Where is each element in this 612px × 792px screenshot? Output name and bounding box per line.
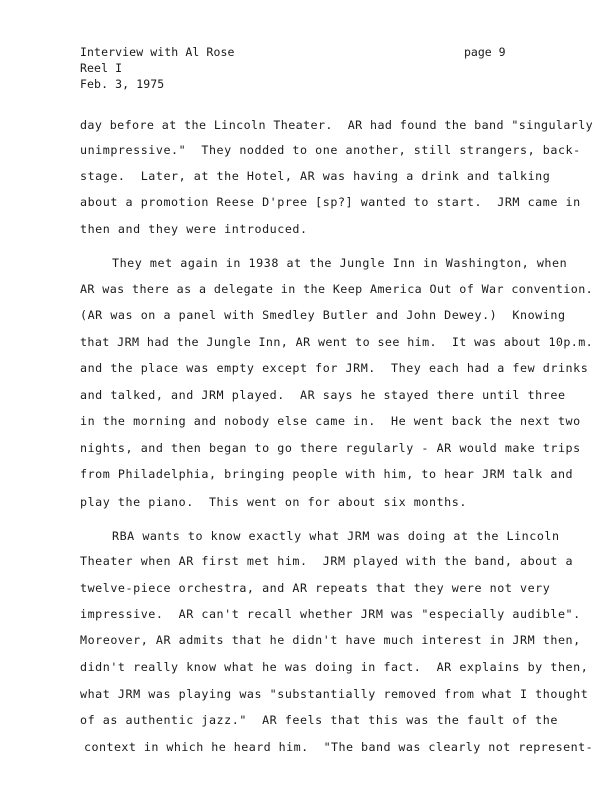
- text-line: context in which he heard him. "The band was clearly not represent-: [84, 740, 594, 754]
- text-line: didn't really know what he was doing in fact. AR explains by then,: [80, 660, 589, 674]
- page-number: page 9: [464, 45, 506, 59]
- reel-label: Reel I: [80, 61, 123, 75]
- text-line: about a promotion Reese D'pree [sp?] wanted to start. JRM came in: [80, 195, 581, 209]
- text-line: day before at the Lincoln Theater. AR had found the band "singularly: [80, 118, 594, 132]
- text-line: play the piano. This went on for about six months.: [80, 495, 467, 509]
- text-line: what JRM was playing was "substantially removed from what I thought: [80, 687, 589, 701]
- text-line: that JRM had the Jungle Inn, AR went to see him. It was about 10p.m.: [80, 335, 594, 349]
- text-line: AR was there as a delegate in the Keep America Out of War convention.: [80, 282, 594, 296]
- text-line: nights, and then began to go there regularly - AR would make trips: [80, 441, 581, 455]
- text-line: RBA wants to know exactly what JRM was doing at the Lincoln: [112, 529, 560, 543]
- text-line: stage. Later, at the Hotel, AR was having a drink and talking: [80, 169, 551, 183]
- text-line: from Philadelphia, bringing people with him, to hear JRM talk and: [80, 467, 574, 481]
- interview-title: Interview with Al Rose: [80, 45, 235, 59]
- text-line: impressive. AR can't recall whether JRM was "especially audible".: [80, 607, 581, 621]
- text-line: in the morning and nobody else came in. He went back the next two: [80, 414, 581, 428]
- text-line: and the place was empty except for JRM. They each had a few drinks: [80, 361, 589, 375]
- text-line: They met again in 1938 at the Jungle Inn in Washington, when: [112, 256, 568, 270]
- text-line: and talked, and JRM played. AR says he stayed there until three: [80, 388, 566, 402]
- text-line: Moreover, AR admits that he didn't have much interest in JRM then,: [80, 633, 581, 647]
- text-line: then and they were introduced.: [80, 222, 308, 236]
- text-line: of as authentic jazz." AR feels that this was the fault of the: [80, 713, 558, 727]
- text-line: Theater when AR first met him. JRM played with the band, about a: [80, 554, 574, 568]
- text-line: twelve-piece orchestra, and AR repeats that they were not very: [80, 581, 551, 595]
- text-line: unimpressive." They nodded to one another, still strangers, back-: [80, 143, 581, 157]
- interview-date: Feb. 3, 1975: [80, 77, 165, 91]
- text-line: (AR was on a panel with Smedley Butler and John Dewey.) Knowing: [80, 308, 566, 322]
